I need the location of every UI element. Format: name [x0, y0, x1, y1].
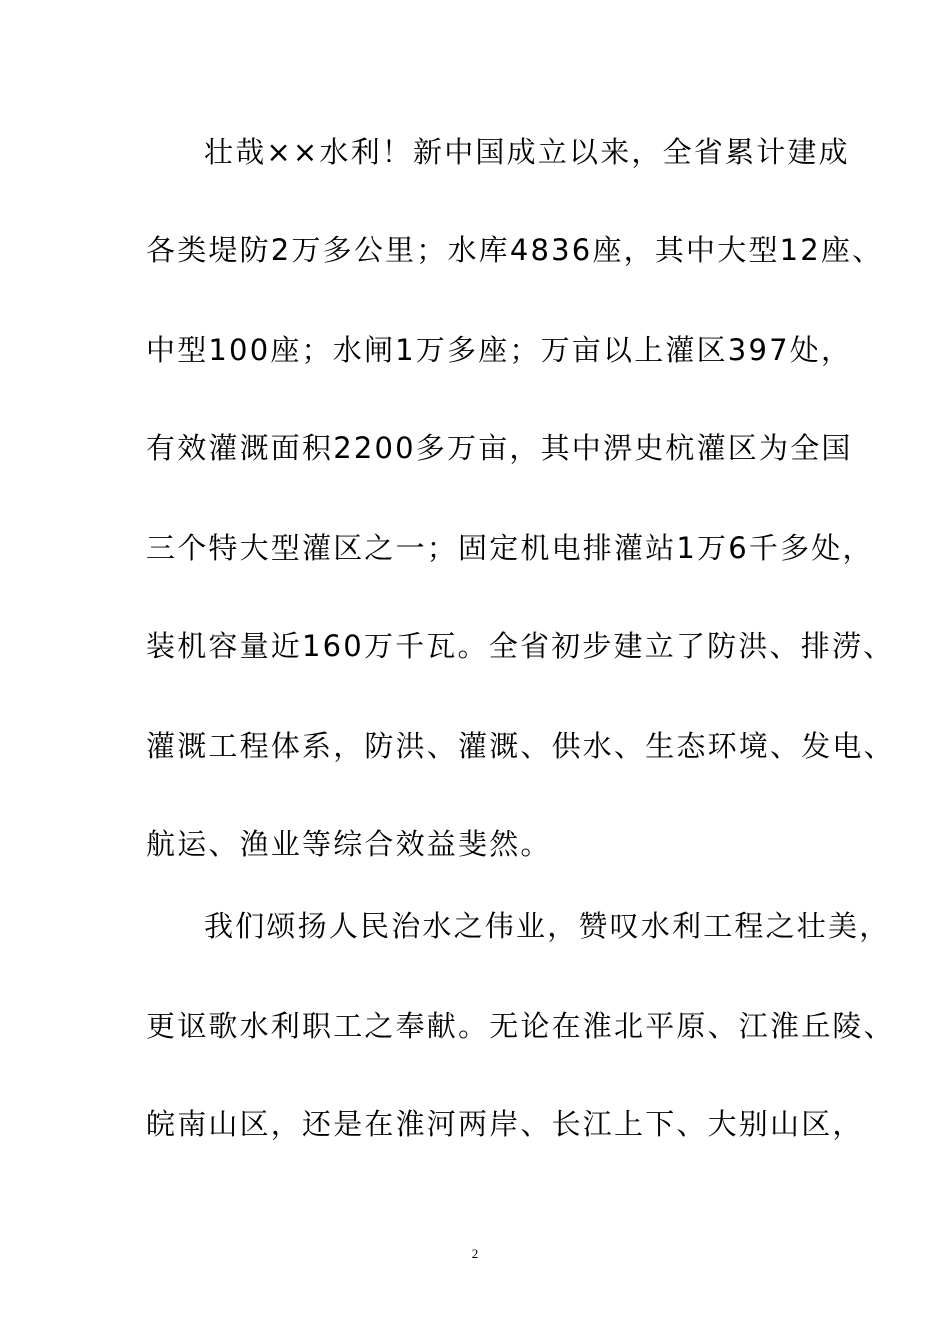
paragraph-1-line-4: 有效灌溉面积2200多万亩，其中淠史杭灌区为全国	[146, 431, 853, 465]
paragraph-1-line-8: 航运、渔业等综合效益斐然。	[146, 827, 552, 861]
page-number: 2	[471, 1246, 479, 1261]
paragraph-2-line-1: 我们颂扬人民治水之伟业，赞叹水利工程之壮美，	[204, 909, 891, 943]
paragraph-1-line-6: 装机容量近160万千瓦。全省初步建立了防洪、排涝、	[146, 629, 895, 663]
paragraph-2-line-3: 皖南山区，还是在淮河两岸、长江上下、大别山区，	[146, 1107, 864, 1141]
paragraph-1-line-5: 三个特大型灌区之一；固定机电排灌站1万6千多处，	[146, 531, 874, 565]
paragraph-1-line-1: 壮哉××水利！新中国成立以来，全省累计建成	[204, 135, 850, 169]
paragraph-1-line-3: 中型100座；水闸1万多座；万亩以上灌区397处，	[146, 333, 853, 367]
paragraph-2-line-2: 更讴歌水利职工之奉献。无论在淮北平原、江淮丘陵、	[146, 1009, 895, 1043]
paragraph-1-line-2: 各类堤防2万多公里；水库4836座，其中大型12座、	[146, 233, 884, 267]
paragraph-1-line-7: 灌溉工程体系，防洪、灌溉、供水、生态环境、发电、	[146, 729, 895, 763]
